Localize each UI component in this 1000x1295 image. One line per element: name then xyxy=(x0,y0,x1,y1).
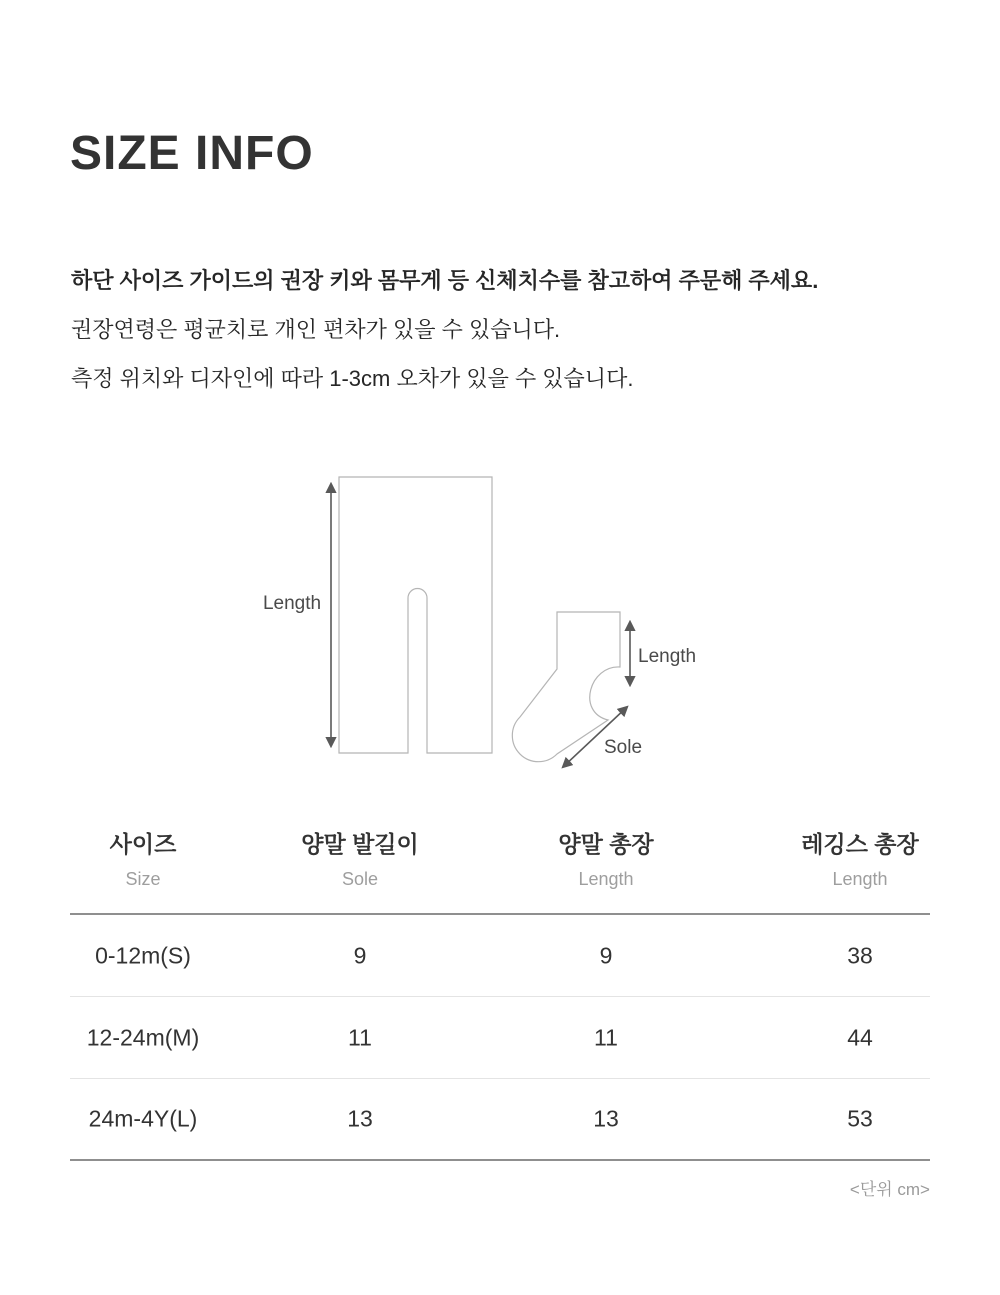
table-row xyxy=(70,1079,930,1161)
column-header-leggings-length xyxy=(801,826,918,890)
column-header-ko: 양말 발길이 xyxy=(301,831,419,857)
note-line: 하단 사이즈 가이드의 권장 키와 몸무게 등 신체치수를 참고하여 주문해 주세요. xyxy=(71,268,819,293)
measurement-diagram xyxy=(0,440,1000,790)
unit-note: <단위 cm> xyxy=(849,1180,930,1199)
leggings-outline-shape xyxy=(339,477,492,753)
cell-size: 24m-4Y(L) xyxy=(88,1105,198,1132)
size-notes xyxy=(71,256,818,403)
cell-size: 12-24m(M) xyxy=(86,1024,200,1050)
cell-leggings-length: 53 xyxy=(847,1105,873,1132)
cell-sock-length: 11 xyxy=(594,1024,618,1050)
note-line: 권장연령은 평균치로 개인 편차가 있을 수 있습니다. xyxy=(71,317,561,342)
column-header-en: Size xyxy=(125,869,161,889)
column-header-en: Length xyxy=(578,869,634,889)
size-table xyxy=(70,822,930,1200)
leggings-length-label: Length xyxy=(262,593,322,614)
page-title: SIZE INFO xyxy=(70,127,314,180)
cell-sock-length: 13 xyxy=(593,1105,619,1132)
cell-sock-sole: 13 xyxy=(347,1105,373,1132)
sock-length-label: Length xyxy=(638,646,697,667)
cell-sock-length: 9 xyxy=(599,942,613,968)
note-line: 측정 위치와 디자인에 따라 1-3cm 오차가 있을 수 있습니다. xyxy=(71,366,634,391)
column-header-en: Sole xyxy=(341,869,379,889)
table-row xyxy=(70,915,930,997)
column-header-en: Length xyxy=(832,869,888,889)
cell-leggings-length: 38 xyxy=(847,942,873,968)
cell-sock-sole: 11 xyxy=(348,1024,372,1050)
sock-sole-label: Sole xyxy=(603,737,643,758)
table-row xyxy=(70,997,930,1079)
column-header-sock-length xyxy=(558,826,653,890)
column-header-ko: 레깅스 총장 xyxy=(801,831,919,857)
cell-size: 0-12m(S) xyxy=(95,942,191,968)
column-header-sock-sole xyxy=(301,826,418,890)
column-header-ko: 사이즈 xyxy=(109,831,177,857)
column-header-ko: 양말 총장 xyxy=(558,831,654,857)
cell-sock-sole: 9 xyxy=(353,942,367,968)
column-header-size xyxy=(110,826,177,890)
cell-leggings-length: 44 xyxy=(847,1024,873,1050)
table-header xyxy=(70,822,930,915)
